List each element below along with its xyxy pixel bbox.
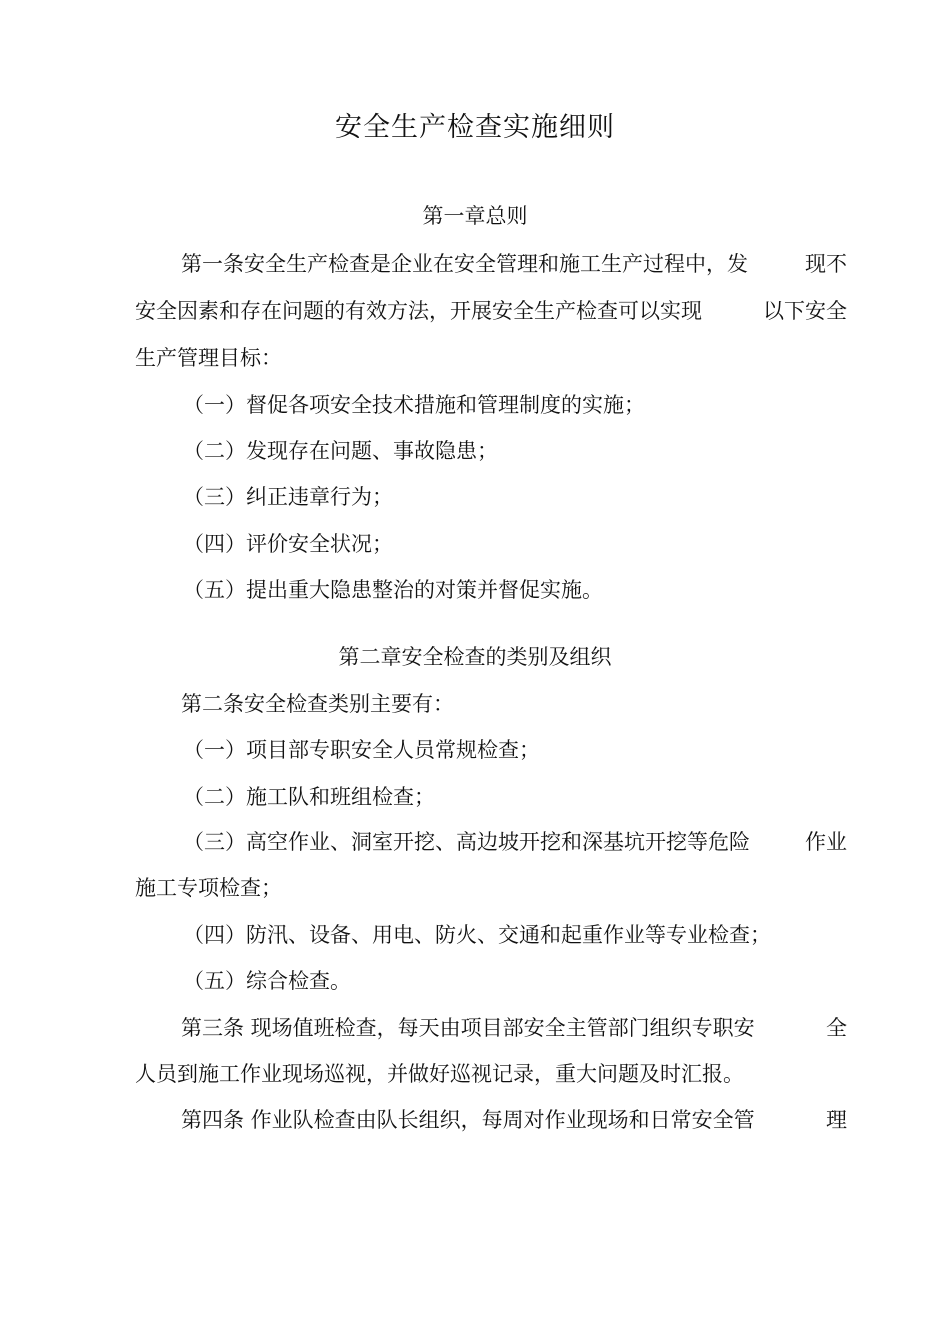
chapter-1-list-item: （四）评价安全状况；: [183, 532, 393, 556]
article-1-line-2-text-b: 以下安全: [763, 299, 847, 323]
article-4-text-a: 第四条 作业队检查由队长组织，每周对作业现场和日常安全管: [181, 1108, 755, 1132]
article-1-line-1: [181, 248, 847, 280]
article-1-line-1-text-b: 现不: [805, 252, 847, 276]
chapter-1-heading: 第一章总则: [422, 204, 528, 228]
chapter-1-list-item: （五）提出重大隐患整治的对策并督促实施。: [183, 578, 603, 602]
article-1-line-1-text-a: 第一条安全生产检查是企业在安全管理和施工生产过程中，发: [181, 252, 748, 276]
article-1-line-2: [135, 295, 847, 327]
chapter-2-list-item: （二）施工队和班组检查；: [183, 785, 435, 809]
chapter-1-list-item: （三）纠正违章行为；: [183, 485, 393, 509]
chapter-1-list-item: （一）督促各项安全技术措施和管理制度的实施；: [183, 393, 645, 417]
article-1-line-2-text-a: 安全因素和存在问题的有效方法，开展安全生产检查可以实现: [135, 299, 702, 323]
article-3-text-b: 全: [826, 1016, 847, 1040]
chapter-2-list-item: （四）防汛、设备、用电、防火、交通和起重作业等专业检查；: [183, 923, 771, 947]
article-3-line-1: [181, 1012, 847, 1044]
chapter-2-item-3-line-2: 施工专项检查；: [135, 876, 282, 900]
article-1-line-3: 生产管理目标：: [135, 346, 282, 370]
article-2-line: 第二条安全检查类别主要有：: [181, 692, 454, 716]
article-4-text-b: 理: [826, 1108, 847, 1132]
chapter-2-item-3-line-1: [183, 826, 847, 858]
article-3-text-a: 第三条 现场值班检查，每天由项目部安全主管部门组织专职安: [181, 1016, 755, 1040]
article-4-line-1: [181, 1104, 847, 1136]
document-title: 安全生产检查实施细则: [335, 112, 615, 143]
chapter-2-heading: 第二章安全检查的类别及组织: [338, 645, 612, 669]
chapter-2-list-item: （一）项目部专职安全人员常规检查；: [183, 738, 540, 762]
chapter-2-item-3-text-a: （三）高空作业、洞室开挖、高边坡开挖和深基坑开挖等危险: [183, 830, 750, 854]
article-3-line-2: 人员到施工作业现场巡视，并做好巡视记录，重大问题及时汇报。: [135, 1062, 744, 1086]
chapter-1-list-item: （二）发现存在问题、事故隐患；: [183, 439, 498, 463]
chapter-2-list-item: （五）综合检查。: [183, 969, 351, 993]
chapter-2-item-3-text-b: 作业: [805, 830, 847, 854]
